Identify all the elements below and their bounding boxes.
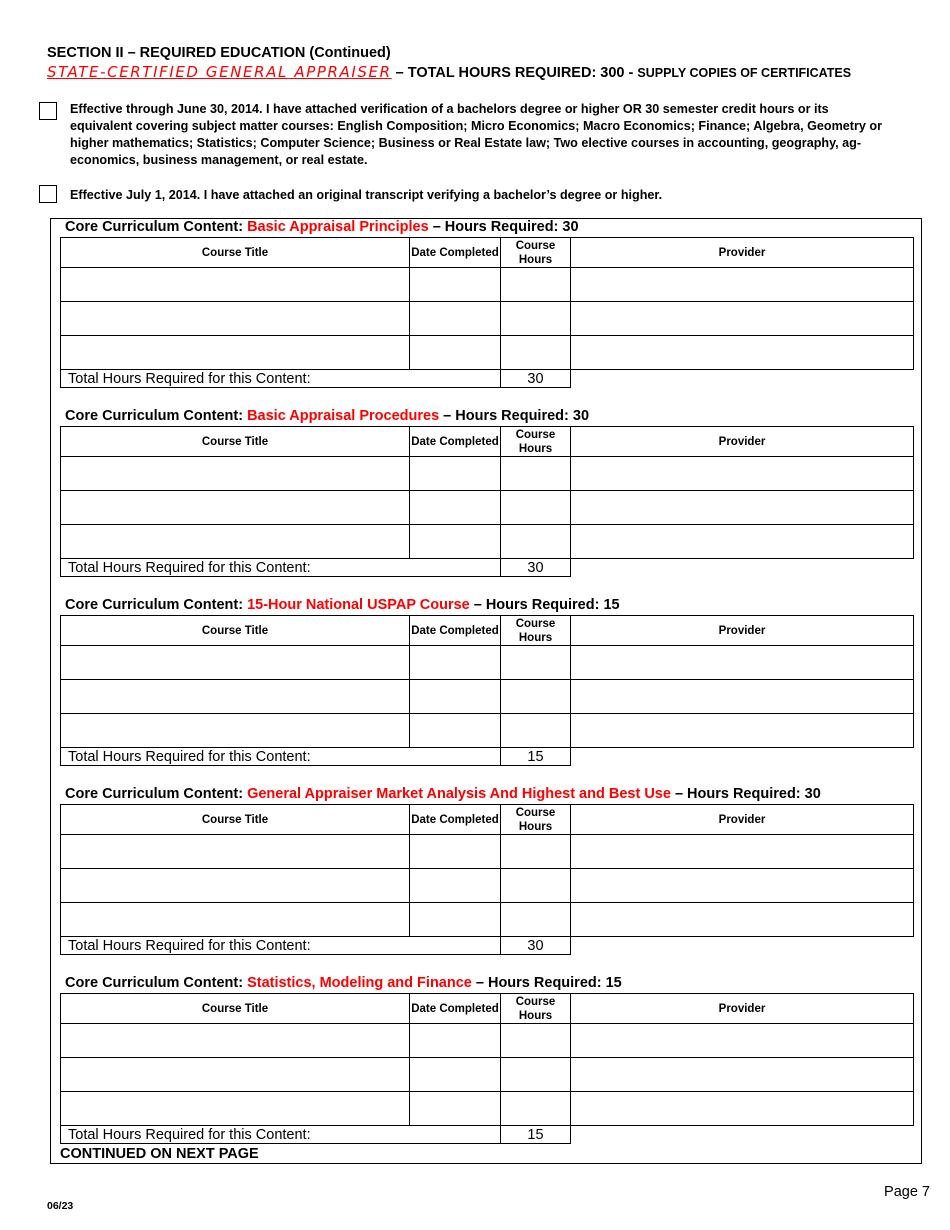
provider-field[interactable] bbox=[571, 869, 914, 903]
total-hours-required: – TOTAL HOURS REQUIRED: 300 - bbox=[391, 65, 638, 81]
table-header-row bbox=[61, 994, 914, 1024]
total-hours-label: Total Hours Required for this Content: bbox=[61, 1126, 501, 1144]
table-row bbox=[61, 646, 914, 680]
option-1-checkbox[interactable] bbox=[39, 102, 57, 120]
date-completed-header: Date Completed bbox=[410, 427, 501, 457]
course-title-field[interactable] bbox=[61, 714, 410, 748]
date-completed-field[interactable] bbox=[410, 835, 501, 869]
provider-field[interactable] bbox=[571, 1092, 914, 1126]
date-completed-header: Date Completed bbox=[410, 805, 501, 835]
table-header-row bbox=[61, 805, 914, 835]
hours-required: 30 bbox=[562, 219, 579, 235]
course-table bbox=[60, 237, 914, 388]
provider-field[interactable] bbox=[571, 336, 914, 370]
table-row bbox=[61, 680, 914, 714]
date-completed-field[interactable] bbox=[410, 1092, 501, 1126]
provider-field[interactable] bbox=[571, 1058, 914, 1092]
section-title: SECTION II – REQUIRED EDUCATION (Continued) bbox=[47, 45, 391, 61]
course-hours-field[interactable] bbox=[501, 268, 571, 302]
table-header-row bbox=[61, 616, 914, 646]
core-content-heading bbox=[65, 786, 821, 802]
table-row bbox=[61, 869, 914, 903]
date-completed-field[interactable] bbox=[410, 903, 501, 937]
total-hours-value: 15 bbox=[501, 748, 571, 766]
provider-header: Provider bbox=[571, 805, 914, 835]
total-hours-label: Total Hours Required for this Content: bbox=[61, 937, 501, 955]
heading-prefix: Core Curriculum Content: bbox=[65, 408, 248, 424]
hours-prefix: – Hours Required: bbox=[471, 975, 606, 991]
table-row bbox=[61, 491, 914, 525]
table-row bbox=[61, 835, 914, 869]
page-number: Page 7 bbox=[884, 1184, 930, 1200]
hours-required: 15 bbox=[605, 975, 622, 991]
table-row bbox=[61, 302, 914, 336]
total-row-spacer bbox=[571, 748, 914, 766]
provider-field[interactable] bbox=[571, 268, 914, 302]
core-content-heading bbox=[65, 975, 622, 991]
total-hours-value: 30 bbox=[501, 370, 571, 388]
content-name: General Appraiser Market Analysis And Highest and Best Use bbox=[247, 786, 671, 802]
date-completed-field[interactable] bbox=[410, 646, 501, 680]
course-title-field[interactable] bbox=[61, 903, 410, 937]
hours-prefix: – Hours Required: bbox=[439, 408, 573, 424]
option-1-text: Effective through June 30, 2014. I have attached verification of a bachelors degree or higher OR 30 semester credit hours or its equivalent covering subject matter courses: English Composition; Micro Economics; Macro Economics; Finance; Algebra, Geometry or higher mathematics; Statistics; Computer Science; Business or Real Estate law; Two elective courses in accounting, geography, ag-economics, business management, or real estate. bbox=[70, 102, 883, 167]
provider-field[interactable] bbox=[571, 457, 914, 491]
hours-prefix: – Hours Required: bbox=[428, 219, 563, 235]
date-completed-header: Date Completed bbox=[410, 994, 501, 1024]
provider-field[interactable] bbox=[571, 680, 914, 714]
total-row bbox=[61, 559, 914, 577]
total-row bbox=[61, 748, 914, 766]
course-hours-field[interactable] bbox=[501, 714, 571, 748]
course-title-header: Course Title bbox=[61, 994, 410, 1024]
provider-field[interactable] bbox=[571, 1024, 914, 1058]
total-hours-value: 30 bbox=[501, 937, 571, 955]
hours-prefix: – Hours Required: bbox=[469, 597, 604, 613]
total-hours-label: Total Hours Required for this Content: bbox=[61, 559, 501, 577]
table-row bbox=[61, 903, 914, 937]
total-row bbox=[61, 937, 914, 955]
course-hours-field[interactable] bbox=[501, 336, 571, 370]
course-hours-field[interactable] bbox=[501, 835, 571, 869]
table-header-row bbox=[61, 427, 914, 457]
course-hours-header: Course Hours bbox=[501, 427, 571, 457]
course-table bbox=[60, 615, 914, 766]
provider-field[interactable] bbox=[571, 525, 914, 559]
course-title-field[interactable] bbox=[61, 1024, 410, 1058]
total-row bbox=[61, 370, 914, 388]
course-hours-field[interactable] bbox=[501, 457, 571, 491]
course-table bbox=[60, 426, 914, 577]
date-completed-field[interactable] bbox=[410, 1024, 501, 1058]
provider-header: Provider bbox=[571, 994, 914, 1024]
provider-header: Provider bbox=[571, 427, 914, 457]
total-row-spacer bbox=[571, 370, 914, 388]
course-title-field[interactable] bbox=[61, 1058, 410, 1092]
date-completed-field[interactable] bbox=[410, 1058, 501, 1092]
content-name: Basic Appraisal Procedures bbox=[247, 408, 440, 424]
course-title-header: Course Title bbox=[61, 616, 410, 646]
total-row-spacer bbox=[571, 559, 914, 577]
course-table bbox=[60, 993, 914, 1144]
date-completed-field[interactable] bbox=[410, 302, 501, 336]
content-name: 15-Hour National USPAP Course bbox=[247, 597, 470, 613]
course-title-header: Course Title bbox=[61, 427, 410, 457]
course-hours-field[interactable] bbox=[501, 1058, 571, 1092]
course-hours-field[interactable] bbox=[501, 903, 571, 937]
course-title-field[interactable] bbox=[61, 457, 410, 491]
hours-prefix: – Hours Required: bbox=[670, 786, 805, 802]
provider-header: Provider bbox=[571, 238, 914, 268]
core-content-heading bbox=[65, 597, 620, 613]
date-completed-field[interactable] bbox=[410, 525, 501, 559]
course-table bbox=[60, 804, 914, 955]
course-hours-header: Course Hours bbox=[501, 994, 571, 1024]
heading-prefix: Core Curriculum Content: bbox=[65, 975, 248, 991]
heading-prefix: Core Curriculum Content: bbox=[65, 597, 248, 613]
date-completed-field[interactable] bbox=[410, 714, 501, 748]
option-2-text: Effective July 1, 2014. I have attached an original transcript verifying a bachelor’s degree or higher. bbox=[70, 188, 663, 202]
course-hours-field[interactable] bbox=[501, 491, 571, 525]
course-title-field[interactable] bbox=[61, 268, 410, 302]
course-title-field[interactable] bbox=[61, 302, 410, 336]
date-completed-field[interactable] bbox=[410, 336, 501, 370]
content-name: Statistics, Modeling and Finance bbox=[247, 975, 472, 991]
date-completed-header: Date Completed bbox=[410, 238, 501, 268]
total-hours-label: Total Hours Required for this Content: bbox=[61, 748, 501, 766]
course-hours-field[interactable] bbox=[501, 1092, 571, 1126]
course-hours-field[interactable] bbox=[501, 525, 571, 559]
content-name: Basic Appraisal Principles bbox=[247, 219, 429, 235]
total-hours-value: 15 bbox=[501, 1126, 571, 1144]
table-row bbox=[61, 1092, 914, 1126]
total-hours-label: Total Hours Required for this Content: bbox=[61, 370, 501, 388]
course-title-field[interactable] bbox=[61, 646, 410, 680]
course-title-field[interactable] bbox=[61, 1092, 410, 1126]
table-header-row bbox=[61, 238, 914, 268]
table-row bbox=[61, 457, 914, 491]
course-title-field[interactable] bbox=[61, 869, 410, 903]
provider-field[interactable] bbox=[571, 491, 914, 525]
revision-date: 06/23 bbox=[47, 1200, 74, 1212]
table-row bbox=[61, 714, 914, 748]
course-hours-field[interactable] bbox=[501, 646, 571, 680]
heading-prefix: Core Curriculum Content: bbox=[65, 786, 248, 802]
heading-prefix: Core Curriculum Content: bbox=[65, 219, 248, 235]
course-hours-field[interactable] bbox=[501, 869, 571, 903]
course-title-field[interactable] bbox=[61, 336, 410, 370]
continued-note: CONTINUED ON NEXT PAGE bbox=[60, 1146, 259, 1162]
total-row-spacer bbox=[571, 1126, 914, 1144]
total-row-spacer bbox=[571, 937, 914, 955]
hours-required: 30 bbox=[572, 408, 590, 424]
date-completed-field[interactable] bbox=[410, 457, 501, 491]
course-title-field[interactable] bbox=[61, 680, 410, 714]
course-hours-field[interactable] bbox=[501, 1024, 571, 1058]
hours-required: 15 bbox=[603, 597, 620, 613]
table-row bbox=[61, 525, 914, 559]
date-completed-field[interactable] bbox=[410, 268, 501, 302]
core-content-heading bbox=[65, 219, 579, 235]
provider-field[interactable] bbox=[571, 302, 914, 336]
supply-certificates-note: SUPPLY COPIES OF CERTIFICATES bbox=[637, 66, 852, 80]
total-row bbox=[61, 1126, 914, 1144]
date-completed-field[interactable] bbox=[410, 491, 501, 525]
provider-header: Provider bbox=[571, 616, 914, 646]
course-hours-header: Course Hours bbox=[501, 616, 571, 646]
course-hours-field[interactable] bbox=[501, 302, 571, 336]
course-title-field[interactable] bbox=[61, 835, 410, 869]
date-completed-field[interactable] bbox=[410, 680, 501, 714]
provider-field[interactable] bbox=[571, 646, 914, 680]
course-title-field[interactable] bbox=[61, 525, 410, 559]
date-completed-header: Date Completed bbox=[410, 616, 501, 646]
date-completed-field[interactable] bbox=[410, 869, 501, 903]
course-hours-field[interactable] bbox=[501, 680, 571, 714]
option-2-checkbox[interactable] bbox=[39, 185, 57, 203]
table-row bbox=[61, 268, 914, 302]
total-hours-value: 30 bbox=[501, 559, 571, 577]
table-row bbox=[61, 1024, 914, 1058]
core-content-heading bbox=[65, 408, 589, 424]
provider-field[interactable] bbox=[571, 903, 914, 937]
hours-required: 30 bbox=[804, 786, 821, 802]
table-row bbox=[61, 336, 914, 370]
course-hours-header: Course Hours bbox=[501, 805, 571, 835]
course-hours-header: Course Hours bbox=[501, 238, 571, 268]
provider-field[interactable] bbox=[571, 835, 914, 869]
course-title-header: Course Title bbox=[61, 238, 410, 268]
course-title-field[interactable] bbox=[61, 491, 410, 525]
license-type: STATE-CERTIFIED GENERAL APPRAISER bbox=[47, 63, 392, 81]
course-title-header: Course Title bbox=[61, 805, 410, 835]
table-row bbox=[61, 1058, 914, 1092]
provider-field[interactable] bbox=[571, 714, 914, 748]
section-requirement-line bbox=[47, 63, 851, 81]
